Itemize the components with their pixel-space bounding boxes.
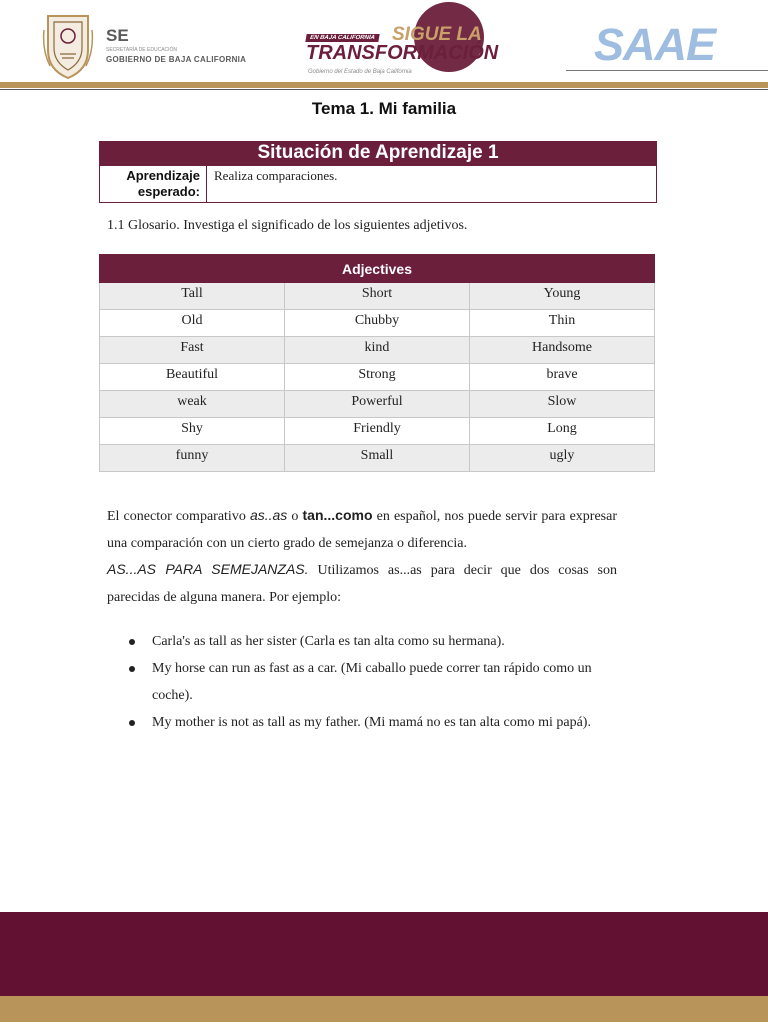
coat-of-arms-icon bbox=[42, 10, 94, 80]
footer-maroon-band bbox=[0, 912, 768, 996]
connector-or: o bbox=[287, 509, 303, 524]
table-cell: Friendly bbox=[285, 418, 470, 445]
table-cell: Young bbox=[470, 283, 655, 310]
table-row bbox=[100, 283, 655, 310]
table-cell: Old bbox=[100, 310, 285, 337]
table-cell: Long bbox=[470, 418, 655, 445]
table-cell: Small bbox=[285, 445, 470, 472]
list-item bbox=[107, 628, 627, 655]
example-text: My mother is not as tall as my father. (Mi mamá no es tan alta como mi papá). bbox=[152, 715, 591, 730]
connector-as-as: as..as bbox=[249, 507, 288, 523]
bullet-icon bbox=[129, 639, 135, 645]
table-row bbox=[100, 310, 655, 337]
connector-paragraph bbox=[107, 502, 617, 557]
bullet-icon bbox=[129, 720, 135, 726]
topic-title: Tema 1. Mi familia bbox=[311, 99, 457, 118]
campaign-logo bbox=[304, 2, 518, 78]
adjectives-header: Adjectives bbox=[100, 255, 655, 283]
table-row bbox=[100, 418, 655, 445]
similarities-text: Utilizamos as...as para decir que dos cosas son parecidas de alguna manera. Por ejemplo: bbox=[107, 563, 618, 605]
table-cell: Short bbox=[285, 283, 470, 310]
list-item bbox=[107, 655, 627, 709]
header-gold-rule bbox=[0, 82, 768, 88]
se-subtitle: SECRETARÍA DE EDUCACIÓN bbox=[106, 47, 178, 53]
example-text: My horse can run as fast as a car. (Mi caballo puede correr tan rápido como un coche). bbox=[152, 661, 592, 703]
saae-underline bbox=[566, 70, 768, 71]
table-row bbox=[100, 445, 655, 472]
expected-learning-row bbox=[100, 166, 656, 202]
table-cell: kind bbox=[285, 337, 470, 364]
table-cell: Thin bbox=[470, 310, 655, 337]
campaign-title-1: SIGUE LA bbox=[392, 24, 482, 45]
campaign-footer: Gobierno del Estado de Baja California bbox=[308, 69, 412, 75]
table-cell: Chubby bbox=[285, 310, 470, 337]
table-header-row bbox=[100, 255, 655, 283]
example-text: Carla's as tall as her sister (Carla es tan alta como su hermana). bbox=[152, 634, 505, 649]
similarities-paragraph bbox=[107, 556, 617, 611]
table-cell: Beautiful bbox=[100, 364, 285, 391]
learning-situation-box bbox=[99, 141, 657, 203]
list-item bbox=[107, 709, 627, 736]
table-cell: brave bbox=[470, 364, 655, 391]
table-cell: Shy bbox=[100, 418, 285, 445]
table-row bbox=[100, 364, 655, 391]
header-divider bbox=[0, 89, 768, 90]
saae-logo: SAAE bbox=[594, 19, 716, 70]
table-row bbox=[100, 391, 655, 418]
learning-situation-title: Situación de Aprendizaje 1 bbox=[100, 142, 656, 166]
se-logo bbox=[42, 10, 262, 80]
table-cell: Powerful bbox=[285, 391, 470, 418]
table-row bbox=[100, 337, 655, 364]
table-cell: Handsome bbox=[470, 337, 655, 364]
connector-tan-como: tan...como bbox=[302, 507, 373, 523]
footer-gold-band bbox=[0, 996, 768, 1022]
table-cell: Slow bbox=[470, 391, 655, 418]
similarities-heading: AS...AS PARA SEMEJANZAS. bbox=[107, 561, 309, 577]
table-cell: funny bbox=[100, 445, 285, 472]
expected-learning-value: Realiza comparaciones. bbox=[214, 168, 338, 183]
connector-text-start: El conector comparativo bbox=[107, 509, 250, 524]
table-cell: ugly bbox=[470, 445, 655, 472]
campaign-badge: EN BAJA CALIFORNIA bbox=[305, 34, 379, 42]
table-cell: Fast bbox=[100, 337, 285, 364]
expected-learning-label: Aprendizaje esperado: bbox=[100, 166, 207, 202]
table-cell: Strong bbox=[285, 364, 470, 391]
page-header bbox=[0, 0, 768, 92]
adjectives-table bbox=[99, 254, 655, 472]
glossary-instruction: 1.1 Glosario. Investiga el significado de los siguientes adjetivos. bbox=[107, 218, 468, 233]
campaign-title-2: TRANSFORMACIÓN bbox=[306, 42, 499, 64]
bullet-icon bbox=[129, 666, 135, 672]
table-cell: weak bbox=[100, 391, 285, 418]
table-cell: Tall bbox=[100, 283, 285, 310]
examples-list bbox=[107, 628, 627, 736]
connector-text-end: en español, nos puede servir para expresar una comparación con un cierto grado de semejanza o diferencia. bbox=[107, 509, 618, 551]
se-government: GOBIERNO DE BAJA CALIFORNIA bbox=[106, 55, 247, 64]
se-title: SE bbox=[106, 26, 129, 45]
